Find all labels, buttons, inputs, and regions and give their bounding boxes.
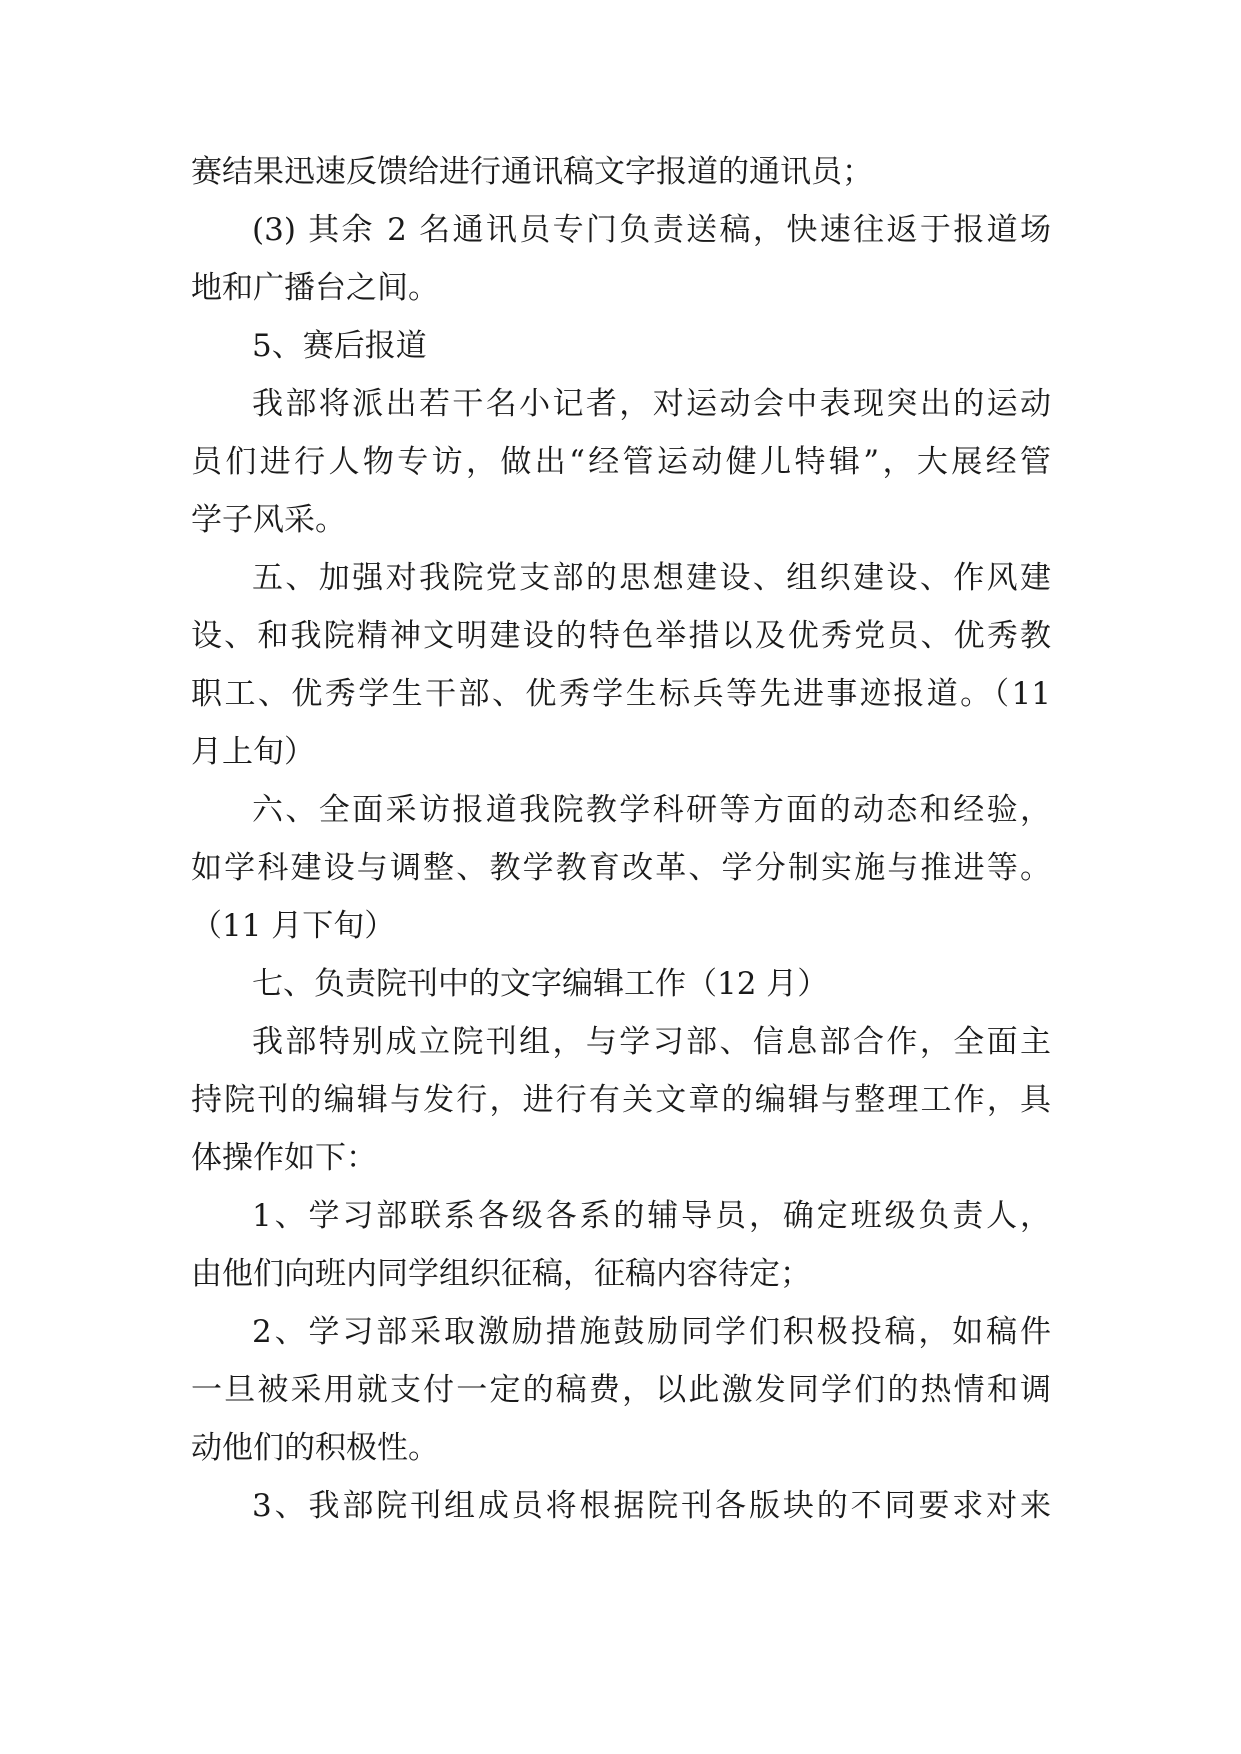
text-line-9: 设、和我院精神文明建设的特色举措以及优秀党员、优秀教 (191, 618, 1051, 654)
text-line-2: (3) 其余 2 名通讯员专门负责送稿，快速往返于报道场 (252, 212, 1051, 248)
text-line-3: 地和广播台之间。 (191, 270, 439, 306)
text-line-18: 体操作如下： (191, 1140, 377, 1176)
text-line-10: 职工、优秀学生干部、优秀学生标兵等先进事迹报道。（11 (191, 676, 1051, 712)
text-line-24: 3、我部院刊组成员将根据院刊各版块的不同要求对来 (252, 1488, 1051, 1524)
text-line-11: 月上旬） (191, 734, 315, 770)
text-line-19: 1、学习部联系各级各系的辅导员，确定班级负责人， (252, 1198, 1051, 1234)
text-line-1: 赛结果迅速反馈给进行通讯稿文字报道的通讯员； (191, 154, 873, 190)
section-heading-7: 七、负责院刊中的文字编辑工作（12 月） (252, 966, 829, 1002)
text-line-12: 六、全面采访报道我院教学科研等方面的动态和经验， (252, 792, 1051, 828)
text-line-14: （11 月下旬） (191, 908, 396, 944)
text-line-5: 我部将派出若干名小记者，对运动会中表现突出的运动 (252, 386, 1051, 422)
text-line-22: 一旦被采用就支付一定的稿费，以此激发同学们的热情和调 (191, 1372, 1051, 1408)
text-line-7: 学子风采。 (191, 502, 346, 538)
text-line-6: 员们进行人物专访，做出“经管运动健儿特辑”，大展经管 (191, 444, 1051, 480)
text-line-16: 我部特别成立院刊组，与学习部、信息部合作，全面主 (252, 1024, 1051, 1060)
section-heading-5: 5、赛后报道 (252, 328, 427, 364)
text-line-21: 2、学习部采取激励措施鼓励同学们积极投稿，如稿件 (252, 1314, 1051, 1350)
text-line-23: 动他们的积极性。 (191, 1430, 439, 1466)
text-line-8: 五、加强对我院党支部的思想建设、组织建设、作风建 (252, 560, 1051, 596)
text-line-17: 持院刊的编辑与发行，进行有关文章的编辑与整理工作，具 (191, 1082, 1051, 1118)
text-line-13: 如学科建设与调整、教学教育改革、学分制实施与推进等。 (191, 850, 1051, 886)
text-line-20: 由他们向班内同学组织征稿，征稿内容待定； (191, 1256, 811, 1292)
